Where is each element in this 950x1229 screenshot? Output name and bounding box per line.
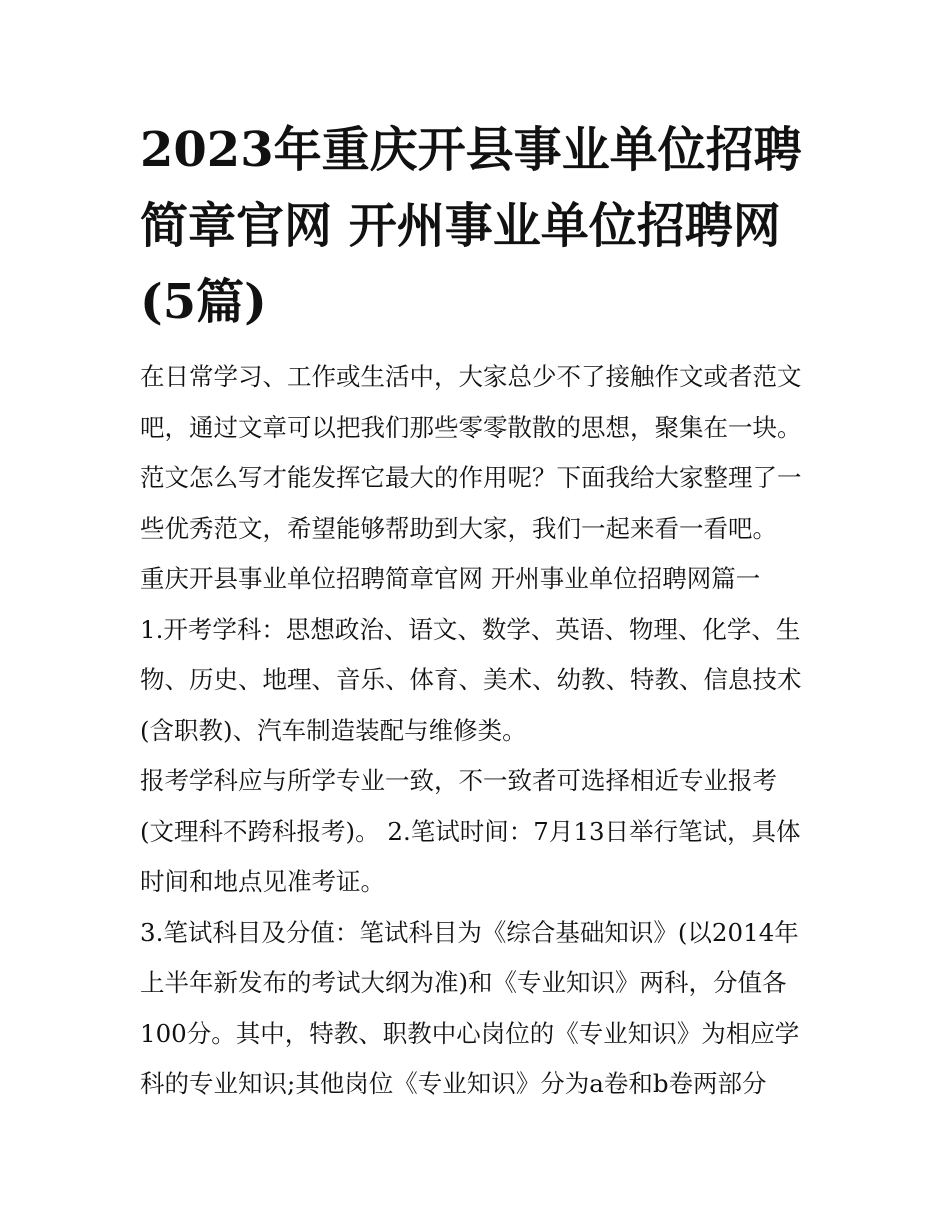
body-line: (含职教)、汽车制造装配与维修类。 [140,715,527,745]
document-body [140,352,830,1110]
body-line: 报考学科应与所学专业一致，不一致者可选择相近专业报考 [140,766,777,795]
body-line: 3.笔试科目及分值：笔试科目为《综合基础知识》(以2014年 [140,917,799,947]
title-line: 简章官网 开州事业单位招聘网 [140,198,781,254]
body-line: 100分。其中，特教、职教中心岗位的《专业知识》为相应学 [140,1018,800,1048]
body-line: 在日常学习、工作或生活中，大家总少不了接触作文或者范文 [140,362,802,391]
body-line: (文理科不跨科报考)。 2.笔试时间：7月13日举行笔试，具体 [140,816,801,846]
body-line: 吧，通过文章可以把我们那些零零散散的思想，聚集在一块。 [140,412,802,442]
body-line: 时间和地点见准考证。 [140,867,385,896]
section-heading: 重庆开县事业单位招聘简章官网 开州事业单位招聘网篇一 [140,564,761,593]
body-line: 物、历史、地理、音乐、体育、美术、幼教、特教、信息技术 [140,665,802,694]
body-line: 范文怎么写才能发挥它最大的作用呢？下面我给大家整理了一 [140,463,802,492]
title-line: (5篇) [140,274,267,330]
body-line: 科的专业知识;其他岗位《专业知识》分为a卷和b卷两部分 [140,1069,767,1098]
body-line: 1.开考学科：思想政治、语文、数学、英语、物理、化学、生 [140,614,801,644]
document-title [140,112,820,340]
body-line: 上半年新发布的考试大纲为准)和《专业知识》两科，分值各 [140,968,787,997]
body-line: 些优秀范文，希望能够帮助到大家，我们一起来看一看吧。 [140,513,777,543]
title-line: 2023年重庆开县事业单位招聘 [140,122,802,178]
